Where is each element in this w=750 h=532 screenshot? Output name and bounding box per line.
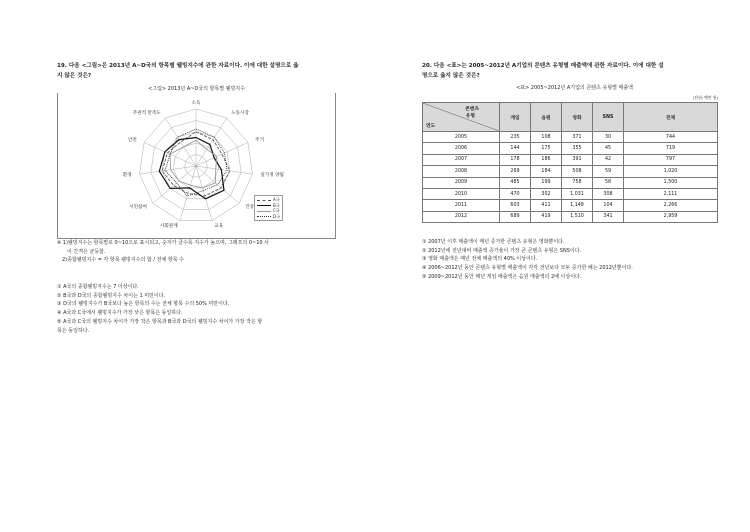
radar-axis-label: 일가정 양립 — [260, 172, 284, 178]
row-year: 2011 — [423, 200, 500, 211]
radar-axis-label: 주거 — [255, 137, 265, 143]
table-row — [423, 166, 718, 177]
q19-option-5-cont: 목은 동일하다. — [57, 327, 90, 334]
row-year: 2012 — [423, 211, 500, 222]
row-year: 2007 — [423, 154, 500, 165]
q20-option-5[interactable]: ⑤ 2009~2012년 동안 매년 게임 매출액은 음원 매출액의 2배 이상이다. — [422, 273, 582, 280]
note1-line2: 이 간격은 균등함. — [67, 248, 106, 255]
row-year: 2010 — [423, 188, 500, 199]
corner-top: 콘텐츠 — [465, 107, 479, 112]
table-cell: 186 — [531, 154, 562, 165]
table-cell: 2,111 — [624, 188, 718, 199]
legend-item-a: A국 — [257, 197, 280, 203]
col-header-game: 게임 — [500, 103, 531, 132]
radar-axis-label: 시민참여 — [129, 205, 147, 211]
table-cell: 411 — [531, 200, 562, 211]
table-cell: 184 — [531, 166, 562, 177]
legend-item-b: B국 — [257, 203, 280, 209]
table-cell: 758 — [562, 177, 593, 188]
table-cell: 1,031 — [562, 188, 593, 199]
q19-title-line1: 19. 다음 <그림>은 2013년 A~D국의 항목별 웰빙지수에 관한 자료이다. 이에 대한 설명으로 옳 — [57, 63, 299, 69]
radar-series-c — [170, 140, 217, 188]
figure-caption: <그림> 2013년 A~D국의 항목별 웰빙지수 — [58, 85, 335, 94]
q19-notes — [57, 239, 347, 265]
table-cell: 719 — [624, 143, 718, 154]
table-cell: 485 — [500, 177, 531, 188]
table-cell: 302 — [531, 188, 562, 199]
col-header-sns: SNS — [593, 103, 624, 132]
table-cell: 45 — [593, 143, 624, 154]
table-caption: <표> 2005~2012년 A기업의 콘텐츠 유형별 매출액 — [515, 85, 633, 91]
table-body — [423, 132, 718, 223]
table-cell: 42 — [593, 154, 624, 165]
row-year: 2008 — [423, 166, 500, 177]
table-cell: 470 — [500, 188, 531, 199]
table-row — [423, 132, 718, 143]
radar-axis-label: 교육 — [214, 224, 224, 230]
table-cell: 108 — [531, 132, 562, 143]
q20-title-line2: 명으로 옳지 않은 것은? — [422, 72, 480, 79]
table-cell: 603 — [500, 200, 531, 211]
corner-header — [423, 103, 500, 132]
table-cell: 689 — [500, 211, 531, 222]
q19-option-2[interactable]: ② B국과 D국의 종합웰빙지수 차이는 1 미만이다. — [57, 292, 166, 299]
radar-axis-label: 사회관계 — [159, 224, 178, 230]
row-year: 2009 — [423, 177, 500, 188]
table-cell: 797 — [624, 154, 718, 165]
q20-options — [422, 238, 722, 282]
table-cell: 104 — [593, 200, 624, 211]
table-cell: 371 — [562, 132, 593, 143]
radar-spoke — [196, 166, 252, 174]
note2: 2)종합웰빙지수 = 각 항목 웰빙지수의 합 / 전체 항목 수 — [62, 257, 184, 264]
radar-axis-label: 환경 — [122, 172, 132, 178]
table-header-row — [423, 103, 718, 132]
table-cell: 1,500 — [624, 177, 718, 188]
corner-mid: 유형 — [465, 114, 475, 119]
table-cell: 2,266 — [624, 200, 718, 211]
table-row — [423, 177, 718, 188]
table-cell: 2,959 — [624, 211, 718, 222]
table-cell: 744 — [624, 132, 718, 143]
row-year: 2006 — [423, 143, 500, 154]
row-year: 2005 — [423, 132, 500, 143]
table-cell: 199 — [531, 177, 562, 188]
table-cell: 341 — [593, 211, 624, 222]
table-cell: 508 — [562, 166, 593, 177]
radar-axis-label: 안전 — [127, 137, 137, 143]
q20-option-3[interactable]: ③ 영화 매출액은 매년 전체 매출액의 40% 이상이다. — [422, 256, 538, 263]
radar-chart — [58, 94, 335, 238]
corner-bottom: 연도 — [426, 124, 436, 129]
q19-options — [57, 283, 347, 335]
table-cell: 30 — [593, 132, 624, 143]
q20-option-1[interactable]: ① 2007년 이후 매출액이 매년 증가한 콘텐츠 유형은 영화뿐이다. — [422, 239, 565, 245]
table-cell: 175 — [531, 143, 562, 154]
chart-legend — [254, 195, 283, 221]
col-header-total: 전체 — [624, 103, 718, 132]
q19-option-3[interactable]: ③ D국의 웰빙지수가 B국보다 높은 항목의 수는 전체 항목 수의 50% 미만이다. — [57, 301, 230, 308]
table-cell: 269 — [500, 166, 531, 177]
legend-item-d: D국 — [257, 214, 280, 220]
q20-title — [422, 62, 722, 81]
table-cell: 58 — [593, 177, 624, 188]
col-header-movie: 영화 — [562, 103, 593, 132]
table-cell: 1,510 — [562, 211, 593, 222]
table-row — [423, 143, 718, 154]
q19-title — [57, 62, 357, 81]
q20-option-2[interactable]: ② 2012년에 전년대비 매출액 증가율이 가장 큰 콘텐츠 유형은 SNS이다. — [422, 247, 582, 254]
q19-option-5[interactable]: ⑤ A국과 C국의 웰빙지수 차이가 가장 작은 항목과 B국과 D국의 웰빙지수 차이가 가장 작은 항 — [57, 318, 263, 325]
note1-line1: ※ 1)웰빙지수는 항목별로 0~10으로 표시되고, 숫자가 클수록 지수가 높으며, 그래프의 0~10 사 — [57, 240, 270, 246]
table-row — [423, 154, 718, 165]
col-header-music: 음원 — [531, 103, 562, 132]
table-cell: 308 — [593, 188, 624, 199]
revenue-table — [422, 102, 718, 223]
table-row — [423, 188, 718, 199]
radar-axis-label: 주관적 만족도 — [132, 111, 161, 116]
table-cell: 391 — [562, 154, 593, 165]
table-cell: 235 — [500, 132, 531, 143]
table-cell: 355 — [562, 143, 593, 154]
q19-option-4[interactable]: ④ A국과 C국에서 웰빙지수가 가장 낮은 항목은 동일하다. — [57, 310, 183, 317]
q20-option-4[interactable]: ④ 2006~2012년 동안 콘텐츠 유형별 매출액이 각각 전년보다 모두 증가한 해는 2012년뿐이다. — [422, 265, 633, 272]
table-row — [423, 200, 718, 211]
q19-option-1[interactable]: ① A국의 종합웰빙지수는 7 이상이다. — [57, 284, 139, 290]
radar-axis-label: 노동시장 — [231, 111, 249, 116]
table-cell: 178 — [500, 154, 531, 165]
radar-axis-label: 소득 — [191, 101, 201, 106]
table-cell: 1,148 — [562, 200, 593, 211]
table-cell: 144 — [500, 143, 531, 154]
table-row — [423, 211, 718, 222]
legend-item-c: C국 — [257, 208, 280, 214]
table-unit: (단위: 백만 원) — [693, 95, 718, 100]
table-cell: 59 — [593, 166, 624, 177]
table-cell: 419 — [531, 211, 562, 222]
radar-axis-label: 건강 — [245, 205, 254, 211]
q19-title-line2: 지 않은 것은? — [57, 72, 92, 79]
table-cell: 1,020 — [624, 166, 718, 177]
q20-title-line1: 20. 다음 <표>는 2005~2012년 A기업의 콘텐츠 유형별 매출액에 관한 자료이다. 이에 대한 설 — [422, 63, 664, 69]
q19-figure-box — [57, 86, 336, 239]
